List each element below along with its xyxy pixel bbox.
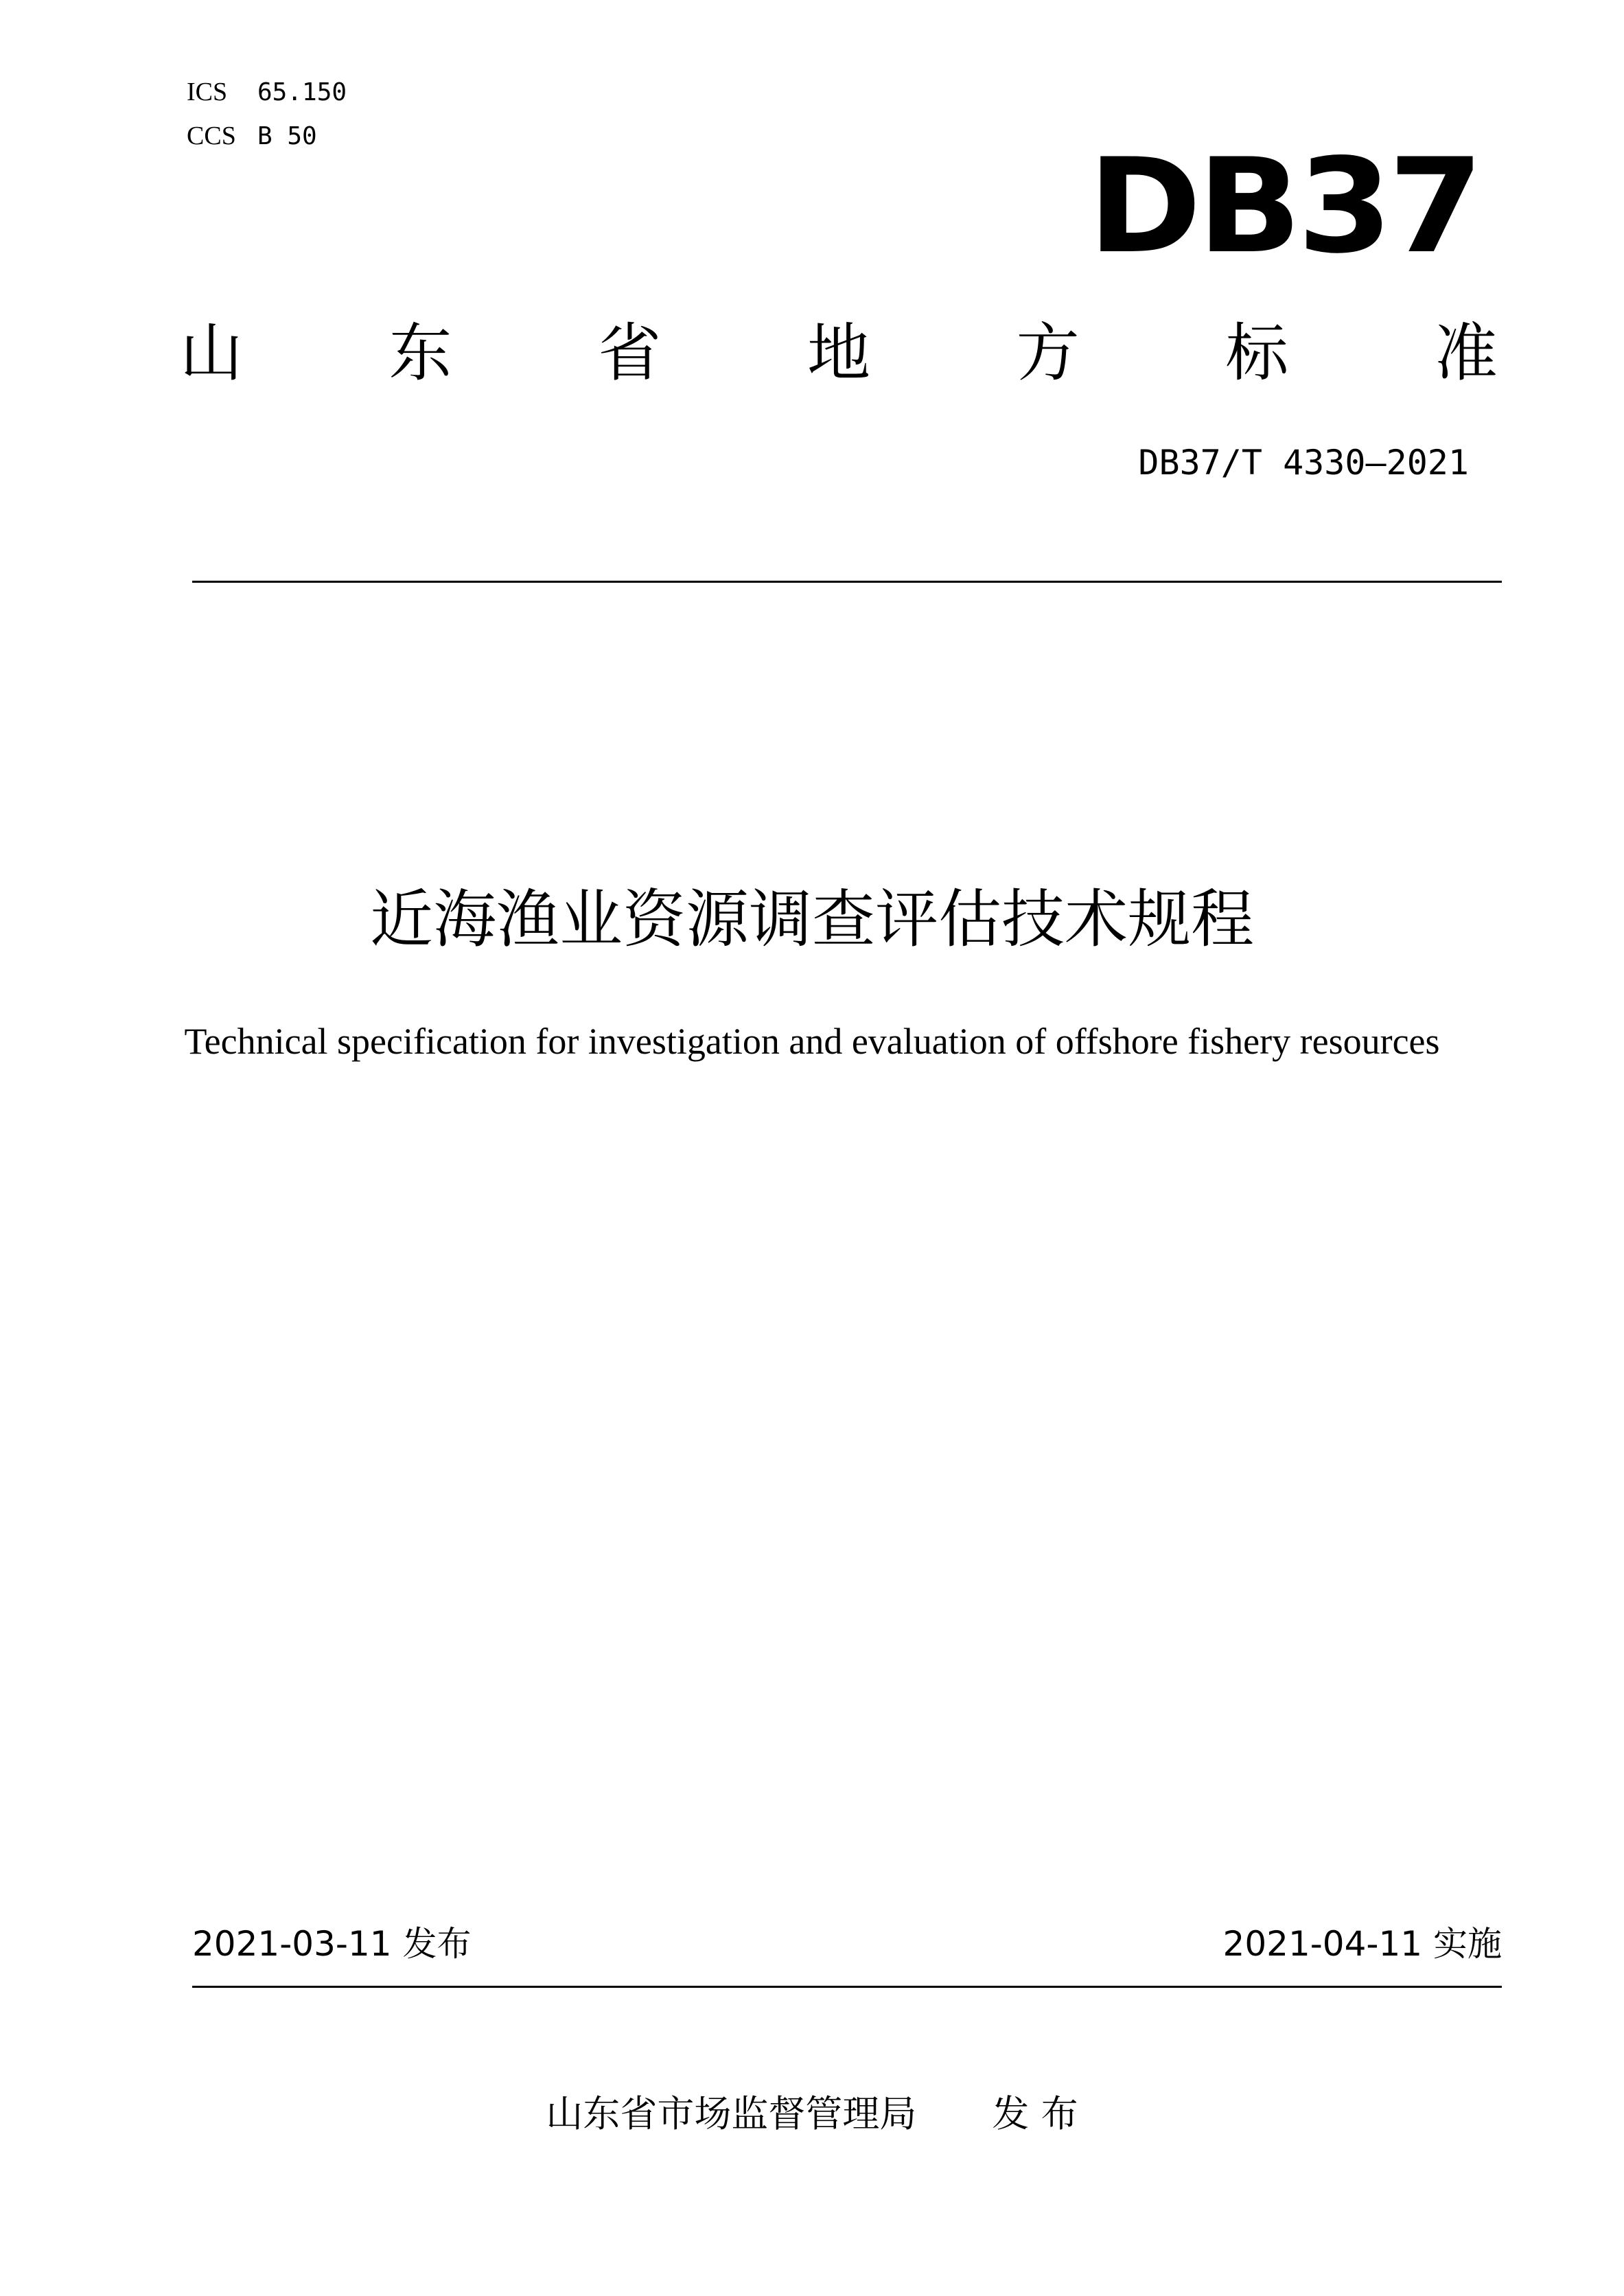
heading-char: 地 bbox=[807, 316, 870, 390]
heading-char: 东 bbox=[388, 316, 452, 390]
ccs-code-line bbox=[187, 121, 317, 152]
publisher-line bbox=[0, 2090, 1624, 2138]
heading-char: 山 bbox=[180, 316, 244, 390]
ccs-code: B 50 bbox=[257, 122, 317, 150]
standard-number: DB37/T 4330—2021 bbox=[1138, 443, 1469, 483]
provincial-standard-heading bbox=[180, 316, 1498, 391]
heading-char: 方 bbox=[1016, 316, 1080, 390]
heading-char: 省 bbox=[598, 316, 662, 390]
ics-label: ICS bbox=[187, 78, 228, 106]
document-title-english: Technical specification for investigation and evaluation of offshore fishery resources bbox=[184, 1021, 1440, 1062]
heading-char: 准 bbox=[1434, 316, 1498, 390]
db37-logo: DB37 bbox=[1088, 130, 1480, 282]
effective-date: 2021-04-11 实施 bbox=[1222, 1924, 1502, 1964]
ics-code-line bbox=[187, 77, 347, 108]
footer-divider bbox=[192, 1986, 1502, 1988]
publisher-action: 发 布 bbox=[992, 2092, 1078, 2135]
ccs-label: CCS bbox=[187, 121, 236, 150]
heading-char: 标 bbox=[1225, 316, 1289, 390]
header-divider bbox=[192, 581, 1502, 583]
document-title-chinese: 近海渔业资源调查评估技术规程 bbox=[369, 883, 1254, 956]
ics-code: 65.150 bbox=[257, 78, 347, 106]
publisher-name: 山东省市场监督管理局 bbox=[546, 2092, 917, 2135]
issue-date: 2021-03-11 发布 bbox=[192, 1924, 472, 1964]
